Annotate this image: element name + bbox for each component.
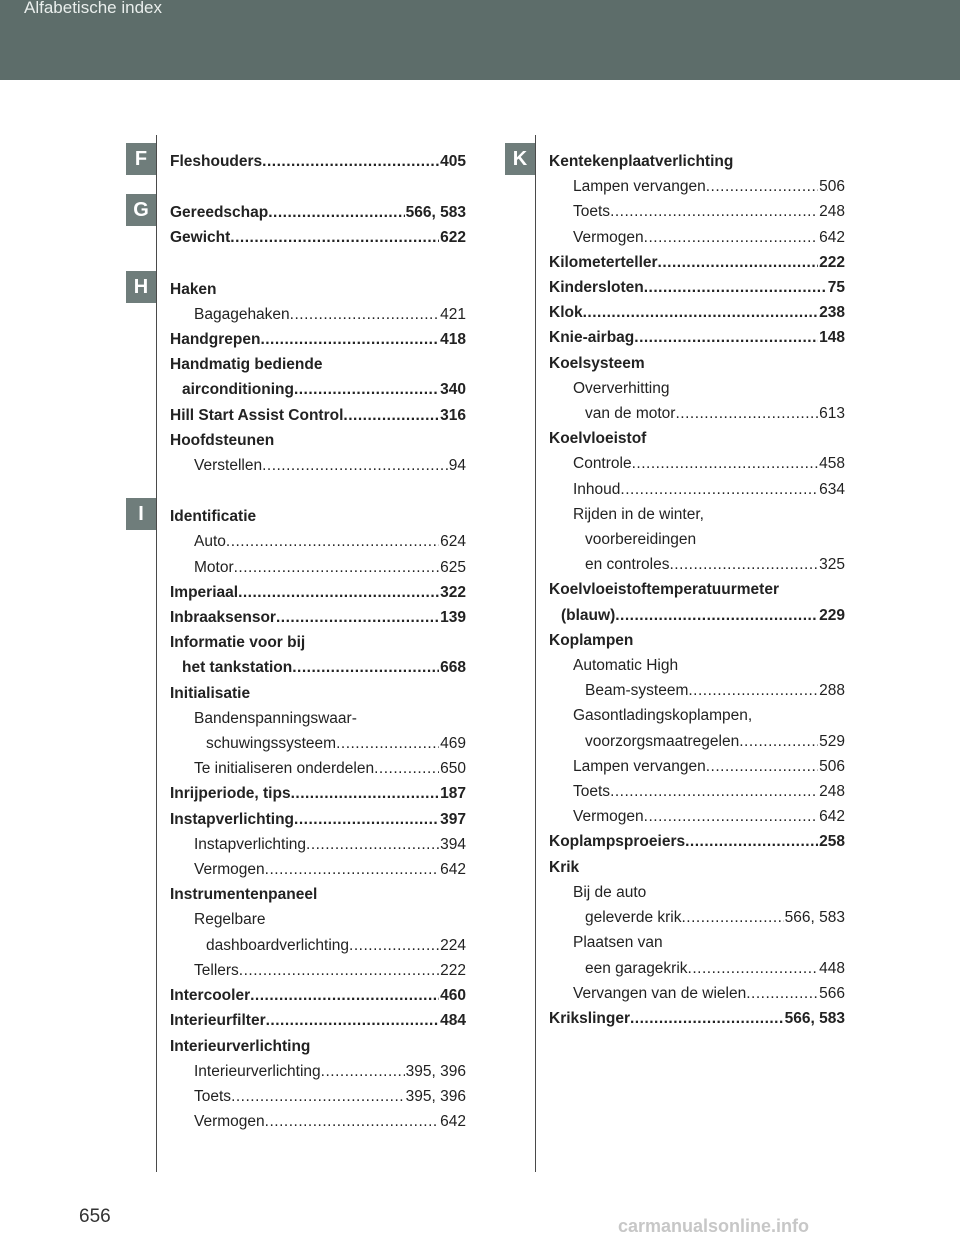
dot-leader (688, 956, 819, 981)
entry-term: Kilometerteller (549, 253, 658, 271)
index-entry (170, 403, 466, 428)
index-entry (170, 807, 466, 832)
index-entry (170, 630, 466, 655)
index-entry (549, 577, 845, 602)
entry-term: een garagekrik (585, 959, 688, 977)
dot-leader (262, 453, 448, 478)
index-entry (170, 882, 466, 907)
index-entry (170, 327, 466, 352)
left-index-column (170, 149, 466, 1134)
entry-term: Inbraaksensor (170, 609, 276, 627)
index-entry (170, 731, 466, 756)
index-entry (170, 781, 466, 806)
dot-leader (632, 451, 819, 476)
entry-page-ref: 340 (440, 381, 466, 399)
dot-leader (238, 580, 439, 605)
section-gap (170, 478, 466, 504)
dot-leader (634, 325, 818, 350)
entry-term: Handgrepen (170, 331, 261, 349)
index-entry (170, 1034, 466, 1059)
index-entry (170, 983, 466, 1008)
entry-page-ref: 139 (440, 609, 466, 627)
index-entry (170, 200, 466, 225)
entry-page-ref: 394 (440, 835, 466, 853)
entry-page-ref: 397 (440, 810, 466, 828)
index-entry (549, 880, 845, 905)
dot-leader (583, 300, 819, 325)
entry-page-ref: 566, 583 (784, 1009, 845, 1027)
entry-term: dashboardverlichting (206, 936, 350, 954)
entry-term: Koelsysteem (549, 354, 645, 372)
index-entry (170, 377, 466, 402)
dot-leader (231, 1084, 405, 1109)
index-entry (549, 678, 845, 703)
dot-leader (276, 605, 439, 630)
index-entry (170, 681, 466, 706)
index-entry (170, 958, 466, 983)
index-entry (549, 779, 845, 804)
entry-term: Informatie voor bij (170, 634, 306, 652)
index-entry (170, 1084, 466, 1109)
entry-term: Te initialiseren onderdelen (194, 760, 375, 778)
entry-term: Bagagehaken (194, 305, 290, 323)
entry-term: Kindersloten (549, 279, 644, 297)
entry-page-ref: 421 (440, 305, 466, 323)
entry-page-ref: 395, 396 (405, 1087, 466, 1105)
index-entry (170, 933, 466, 958)
dot-leader (234, 555, 440, 580)
entry-page-ref: 642 (440, 861, 466, 879)
entry-term: het tankstation (182, 659, 293, 677)
entry-term: Interieurverlichting (194, 1062, 321, 1080)
index-entry (170, 832, 466, 857)
entry-term: Tellers (194, 961, 239, 979)
entry-page-ref: 566 (819, 984, 845, 1002)
index-entry (549, 804, 845, 829)
entry-term: Vermogen (573, 228, 644, 246)
entry-term: Gasontladingskoplampen, (573, 707, 753, 725)
entry-term: Bandenspanningswaar- (194, 709, 357, 727)
entry-term: Haken (170, 280, 217, 298)
index-entry (170, 428, 466, 453)
entry-term: Identificatie (170, 508, 257, 526)
entry-term: Toets (573, 783, 611, 801)
entry-term: en controles (585, 556, 670, 574)
entry-term: Interieurverlichting (170, 1037, 311, 1055)
entry-page-ref: 642 (819, 228, 845, 246)
index-entry (549, 729, 845, 754)
entry-page-ref: 187 (440, 785, 466, 803)
entry-term: Toets (194, 1087, 232, 1105)
header-title: Alfabetische index (24, 0, 162, 17)
entry-term: schuwingssysteem (206, 735, 337, 753)
entry-term: Automatic High (573, 657, 679, 675)
index-entry (549, 376, 845, 401)
watermark: carmanualsonline.info (618, 1216, 810, 1236)
entry-term: Gewicht (170, 229, 231, 247)
entry-term: voorzorgsmaatregelen (585, 732, 740, 750)
dot-leader (226, 529, 439, 554)
dot-leader (306, 832, 439, 857)
index-entry (170, 605, 466, 630)
entry-term: Lampen vervangen (573, 757, 706, 775)
index-entry (170, 555, 466, 580)
entry-term: Koplampsproeiers (549, 833, 686, 851)
entry-term: airconditioning (182, 381, 294, 399)
dot-leader (294, 807, 439, 832)
entry-page-ref: 650 (440, 760, 466, 778)
entry-term: van de motor (585, 405, 676, 423)
entry-term: Initialisatie (170, 684, 251, 702)
index-entry (549, 225, 845, 250)
entry-term: Instapverlichting (170, 810, 295, 828)
index-entry (549, 653, 845, 678)
entry-page-ref: 506 (819, 757, 845, 775)
entry-page-ref: 642 (819, 808, 845, 826)
page-number: 656 (79, 1206, 111, 1227)
index-entry (549, 250, 845, 275)
section-gap (170, 174, 466, 200)
dot-leader (294, 377, 439, 402)
entry-page-ref: 322 (440, 583, 466, 601)
entry-page-ref: 642 (440, 1113, 466, 1131)
entry-term: Handmatig bediende (170, 356, 323, 374)
letter-tab: G (126, 194, 156, 226)
entry-page-ref: 258 (819, 833, 845, 851)
entry-term: Hill Start Assist Control (170, 406, 344, 424)
entry-page-ref: 148 (819, 329, 845, 347)
index-entry (549, 149, 845, 174)
entry-term: Klok (549, 304, 583, 322)
index-entry (170, 225, 466, 250)
dot-leader (658, 250, 819, 275)
dot-leader (685, 829, 818, 854)
index-entry (170, 907, 466, 932)
index-entry (170, 1059, 466, 1084)
entry-page-ref: 484 (440, 1012, 466, 1030)
index-entry (549, 300, 845, 325)
entry-page-ref: 224 (440, 936, 466, 954)
dot-leader (615, 603, 818, 628)
dot-leader (610, 779, 818, 804)
entry-page-ref: 448 (819, 959, 845, 977)
entry-page-ref: 506 (819, 178, 845, 196)
entry-term: Vervangen van de wielen (573, 984, 747, 1002)
dot-leader (688, 678, 818, 703)
entry-term: Vermogen (194, 1113, 265, 1131)
entry-page-ref: 248 (819, 203, 845, 221)
dot-leader (239, 958, 439, 983)
dot-leader (644, 804, 818, 829)
entry-term: Hoofdsteunen (170, 431, 275, 449)
index-entry (170, 655, 466, 680)
dot-leader (343, 403, 439, 428)
index-entry (170, 149, 466, 174)
entry-term: Instapverlichting (194, 835, 307, 853)
index-entry (170, 453, 466, 478)
dot-leader (268, 200, 404, 225)
entry-page-ref: 668 (440, 659, 466, 677)
entry-term: Koelvloeistof (549, 430, 647, 448)
entry-page-ref: 288 (819, 682, 845, 700)
dot-leader (290, 302, 439, 327)
entry-page-ref: 229 (819, 606, 845, 624)
index-entry (549, 703, 845, 728)
index-entry (170, 1109, 466, 1134)
index-entry (549, 502, 845, 527)
left-column-rule (156, 135, 157, 1172)
entry-term: Koplampen (549, 631, 634, 649)
entry-page-ref: 566, 583 (405, 204, 466, 222)
entry-page-ref: 458 (819, 455, 845, 473)
index-entry (549, 930, 845, 955)
dot-leader (675, 401, 818, 426)
entry-page-ref: 238 (819, 304, 845, 322)
index-entry (170, 857, 466, 882)
entry-page-ref: 395, 396 (405, 1062, 466, 1080)
index-entry (549, 956, 845, 981)
index-entry (549, 754, 845, 779)
entry-page-ref: 634 (819, 480, 845, 498)
dot-leader (682, 905, 784, 930)
entry-term: Krik (549, 858, 580, 876)
dot-leader (262, 149, 439, 174)
entry-page-ref: 222 (819, 253, 845, 271)
dot-leader (265, 857, 439, 882)
dot-leader (292, 655, 439, 680)
entry-page-ref: 248 (819, 783, 845, 801)
entry-term: Motor (194, 558, 234, 576)
entry-term: Kentekenplaatverlichting (549, 153, 734, 170)
index-entry (549, 426, 845, 451)
index-entry (170, 1008, 466, 1033)
index-entry (549, 981, 845, 1006)
dot-leader (706, 754, 818, 779)
entry-term: Rijden in de winter, (573, 505, 704, 523)
index-entry (549, 1006, 845, 1031)
index-entry (170, 504, 466, 529)
index-entry (549, 603, 845, 628)
index-entry (170, 302, 466, 327)
right-index-column (549, 149, 845, 1031)
index-entry (549, 174, 845, 199)
entry-page-ref: 94 (448, 457, 466, 475)
entry-page-ref: 405 (440, 153, 466, 170)
dot-leader (374, 756, 439, 781)
letter-tab: F (126, 143, 156, 175)
index-entry (170, 352, 466, 377)
dot-leader (336, 731, 439, 756)
entry-page-ref: 566, 583 (784, 909, 845, 927)
entry-term: Oververhitting (573, 379, 670, 397)
entry-term: Vermogen (573, 808, 644, 826)
entry-term: Krikslinger (549, 1009, 630, 1027)
section-gap (170, 251, 466, 277)
index-entry (549, 451, 845, 476)
index-entry (549, 325, 845, 350)
entry-page-ref: 613 (819, 405, 845, 423)
entry-term: (blauw) (561, 606, 616, 624)
letter-tab: I (126, 498, 156, 530)
entry-page-ref: 625 (440, 558, 466, 576)
entry-term: Auto (194, 533, 226, 551)
dot-leader (291, 781, 440, 806)
entry-term: Lampen vervangen (573, 178, 706, 196)
entry-page-ref: 418 (440, 331, 466, 349)
dot-leader (706, 174, 818, 199)
index-entry (549, 199, 845, 224)
entry-term: Fleshouders (170, 153, 263, 170)
index-entry (170, 277, 466, 302)
entry-page-ref: 622 (440, 229, 466, 247)
page-header (0, 0, 960, 80)
dot-leader (230, 225, 439, 250)
entry-page-ref: 325 (819, 556, 845, 574)
dot-leader (739, 729, 818, 754)
index-entry (549, 527, 845, 552)
dot-leader (266, 1008, 440, 1033)
entry-term: voorbereidingen (585, 531, 697, 549)
entry-term: Gereedschap (170, 204, 269, 222)
index-entry (170, 756, 466, 781)
dot-leader (321, 1059, 405, 1084)
dot-leader (630, 1006, 784, 1031)
dot-leader (644, 275, 827, 300)
letter-tab: H (126, 271, 156, 303)
dot-leader (349, 933, 439, 958)
entry-term: Koelvloeistoftemperatuurmeter (549, 581, 779, 599)
entry-term: Controle (573, 455, 632, 473)
index-entry (549, 275, 845, 300)
dot-leader (620, 477, 818, 502)
dot-leader (260, 327, 439, 352)
entry-page-ref: 469 (440, 735, 466, 753)
entry-term: Regelbare (194, 911, 266, 929)
index-entry (549, 351, 845, 376)
entry-term: Intercooler (170, 987, 251, 1005)
entry-page-ref: 75 (827, 279, 845, 297)
index-entry (549, 477, 845, 502)
entry-term: Interieurfilter (170, 1012, 266, 1030)
entry-term: Knie-airbag (549, 329, 635, 347)
dot-leader (669, 552, 818, 577)
entry-term: Instrumentenpaneel (170, 886, 318, 904)
index-entry (170, 706, 466, 731)
index-entry (549, 401, 845, 426)
entry-term: Vermogen (194, 861, 265, 879)
entry-term: Bij de auto (573, 883, 647, 901)
index-entry (170, 529, 466, 554)
entry-term: Verstellen (194, 457, 263, 475)
dot-leader (250, 983, 439, 1008)
entry-term: Beam-systeem (585, 682, 689, 700)
dot-leader (265, 1109, 439, 1134)
right-column-rule (535, 135, 536, 1172)
entry-page-ref: 529 (819, 732, 845, 750)
entry-term: Inrijperiode, tips (170, 785, 291, 803)
entry-term: geleverde krik (585, 909, 682, 927)
dot-leader (610, 199, 818, 224)
dot-leader (644, 225, 818, 250)
entry-page-ref: 624 (440, 533, 466, 551)
entry-term: Inhoud (573, 480, 621, 498)
entry-page-ref: 316 (440, 406, 466, 424)
entry-term: Plaatsen van (573, 934, 663, 952)
index-entry (170, 580, 466, 605)
index-entry (549, 855, 845, 880)
letter-tab: K (505, 143, 535, 175)
entry-page-ref: 460 (440, 987, 466, 1005)
entry-term: Imperiaal (170, 583, 239, 601)
entry-term: Toets (573, 203, 611, 221)
index-entry (549, 628, 845, 653)
index-entry (549, 905, 845, 930)
dot-leader (746, 981, 818, 1006)
index-entry (549, 552, 845, 577)
index-entry (549, 829, 845, 854)
entry-page-ref: 222 (440, 961, 466, 979)
